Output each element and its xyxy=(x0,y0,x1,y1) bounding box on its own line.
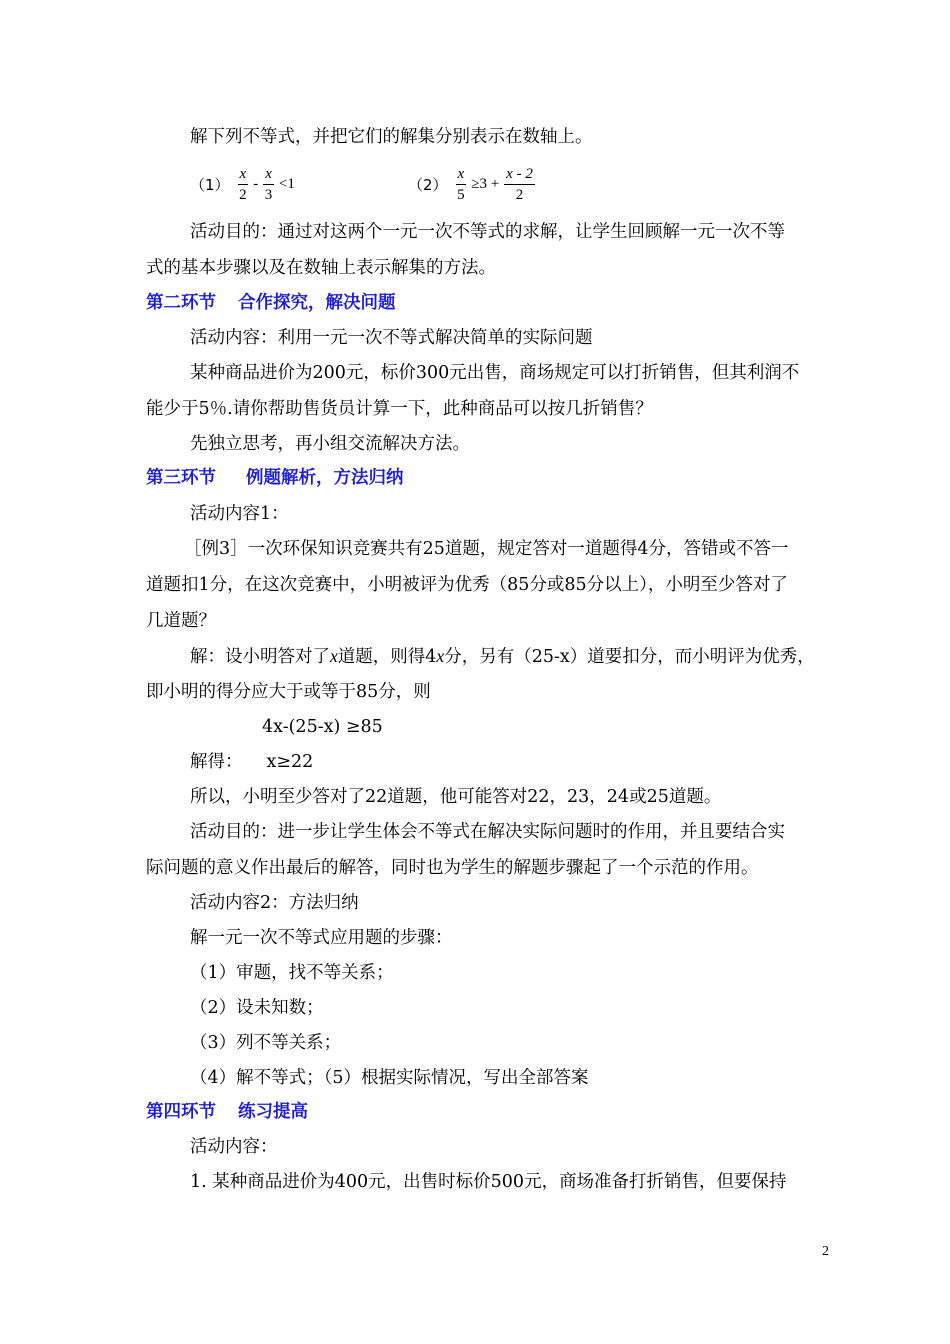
fraction-numerator: x xyxy=(238,165,249,185)
section-label: 第四环节 xyxy=(146,1102,216,1122)
s4-content: 活动内容： xyxy=(190,1137,278,1157)
goal1-line2: 式的基本步骤以及在数轴上表示解集的方法。 xyxy=(146,258,496,278)
s3-content1: 活动内容1： xyxy=(190,504,289,524)
solution-conclusion: 所以，小明至少答对了22道题，他可能答对22，23，24或25道题。 xyxy=(190,787,722,807)
steps-title: 解一元一次不等式应用题的步骤： xyxy=(190,928,453,948)
step-item: （3）列不等关系； xyxy=(190,1033,342,1053)
fraction-denominator: 2 xyxy=(239,186,247,203)
step-item: （1）审题，找不等关系； xyxy=(190,963,394,983)
inequality-rhs: <1 xyxy=(278,175,295,192)
s2-note: 先独立思考，再小组交流解决方法。 xyxy=(190,434,470,454)
fraction-denominator: 3 xyxy=(264,186,273,203)
fraction-numerator: x xyxy=(263,165,274,185)
fraction xyxy=(263,165,274,204)
inequality-1-label: （1） xyxy=(190,175,230,194)
example-line3: 几道题？ xyxy=(146,611,216,631)
goal3-line1: 活动目的：进一步让学生体会不等式在解决实际问题时的作用，并且要结合实 xyxy=(190,822,785,842)
goal1-line1: 活动目的：通过对这两个一元一次不等式的求解，让学生回顾解一元一次不等 xyxy=(190,222,785,242)
fraction-numerator: x - 2 xyxy=(504,165,535,185)
solution-text: 解：设小明答对了 xyxy=(190,647,330,667)
fraction-denominator: 2 xyxy=(515,186,524,203)
inequality-middle: ≥3 + xyxy=(471,175,500,192)
solution-line1 xyxy=(190,644,815,669)
solution-equation: 4x-(25-x) ≥85 xyxy=(262,717,383,737)
section-heading-2 xyxy=(146,291,396,315)
section-title: 例题解析，方法归纳 xyxy=(246,468,404,488)
minus-operator: - xyxy=(253,175,259,192)
goal3-line2: 际问题的意义作出最后的解答，同时也为学生的解题步骤起了一个示范的作用。 xyxy=(146,858,759,878)
fraction xyxy=(238,165,249,204)
inequality-2-label: （2） xyxy=(408,175,448,194)
result-value: x≥22 xyxy=(266,752,314,772)
section-label: 第三环节 xyxy=(146,468,216,488)
exercise-1: 1. 某种商品进价为400元，出售时标价500元，商场准备打折销售，但要保持 xyxy=(190,1172,787,1192)
fraction xyxy=(456,165,467,204)
solution-line2: 即小明的得分应大于或等于85分，则 xyxy=(146,682,431,702)
example-line2: 道题扣1分，在这次竞赛中，小明被评为优秀（85分或85分以上），小明至少答对了 xyxy=(146,575,788,595)
page-number: 2 xyxy=(822,1244,829,1259)
example-line1: ［例3］一次环保知识竞赛共有25道题，规定答对一道题得4分，答错或不答一 xyxy=(184,539,789,559)
s3-content2: 活动内容2：方法归纳 xyxy=(190,893,359,913)
result-label: 解得： xyxy=(190,752,243,772)
solution-text: 分，另有（25-x）道要扣分，而小明评为优秀， xyxy=(444,647,815,667)
step-item: （2）设未知数； xyxy=(190,998,324,1018)
inequality-1 xyxy=(190,162,298,206)
section-heading-4 xyxy=(146,1100,308,1124)
inequality-2 xyxy=(408,162,537,206)
section-label: 第二环节 xyxy=(146,293,216,313)
solution-result xyxy=(190,750,313,774)
section-title: 练习提高 xyxy=(238,1102,308,1122)
s2-problem-line2: 能少于5％.请你帮助售货员计算一下，此种商品可以按几折销售？ xyxy=(146,399,653,419)
variable-x: x xyxy=(330,646,338,666)
intro-line: 解下列不等式，并把它们的解集分别表示在数轴上。 xyxy=(190,127,593,147)
fraction-numerator: x xyxy=(456,165,467,185)
fraction-denominator: 5 xyxy=(457,186,465,203)
section-heading-3 xyxy=(146,466,404,490)
variable-x: x xyxy=(436,646,445,666)
solution-text: 道题，则得4 xyxy=(337,647,437,667)
s2-content: 活动内容：利用一元一次不等式解决简单的实际问题 xyxy=(190,328,593,348)
s2-problem-line1: 某种商品进价为200元，标价300元出售，商场规定可以打折销售，但其利润不 xyxy=(190,363,800,383)
section-title: 合作探究，解决问题 xyxy=(238,293,396,313)
fraction xyxy=(504,165,535,204)
step-item: （4）解不等式；（5）根据实际情况，写出全部答案 xyxy=(190,1068,589,1088)
